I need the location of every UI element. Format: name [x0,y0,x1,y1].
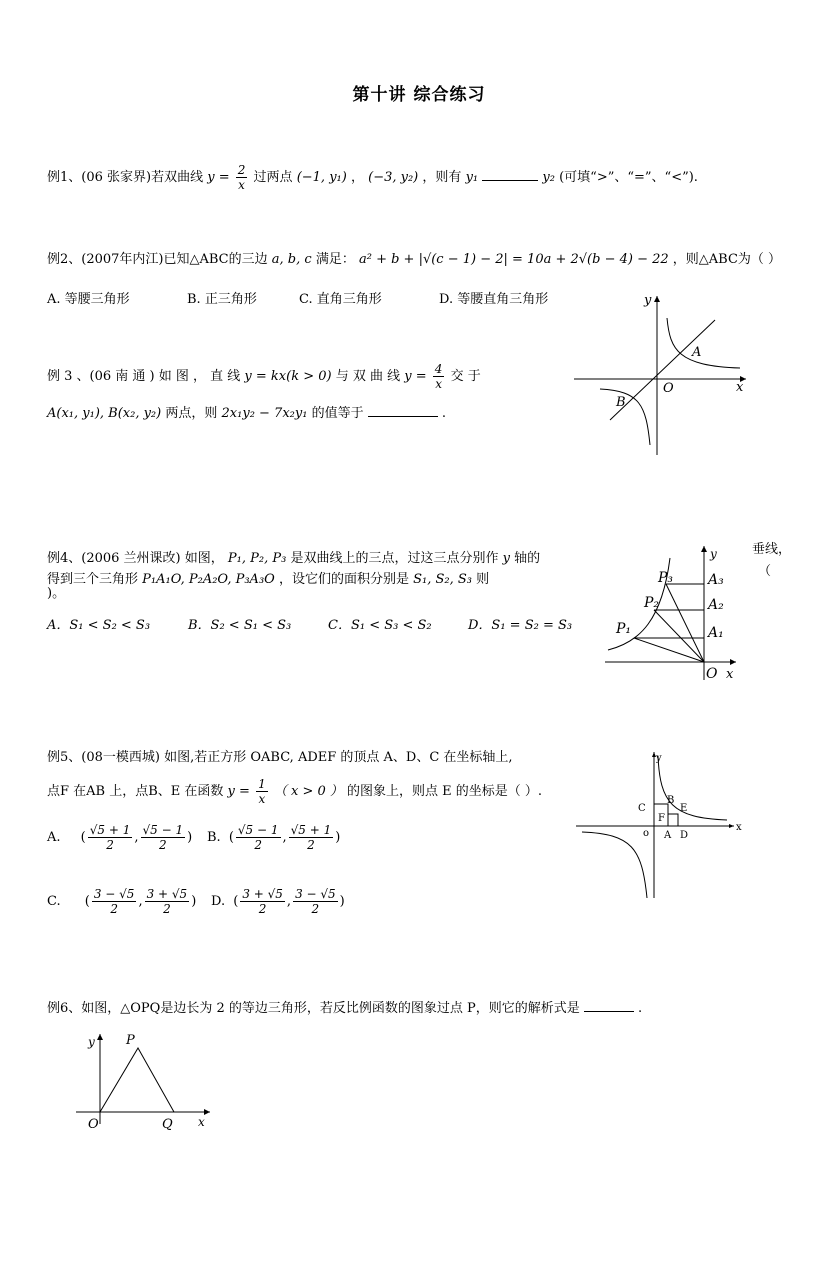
ex5-opt-a-frac1 [88,823,133,852]
ex4-option-d[interactable]: D．S₁ = S₂ = S₃ [468,618,573,633]
ex5-opt-c-label: C. [47,894,61,909]
ex3-line-eq: y = kx(k > 0) [244,369,332,384]
ex3-y-arrow [654,296,660,302]
ex5-opt-d-close: ) [339,894,345,909]
ex5-frac-den: x [258,792,266,806]
ex3-period: . [441,406,447,421]
ex1-comma: ， [350,170,364,185]
ex4-line1c: 轴的 [514,551,541,566]
ex3-label-b: B [616,395,626,410]
ex5-line1: 例5、(08一模西城) 如图,若正方形 OABC, ADEF 的顶点 A、D、C 在坐标轴上, [47,750,513,765]
ex4-option-c[interactable]: C．S₁ < S₃ < S₂ [328,618,432,633]
ex5-label-e: E [680,803,688,814]
ex5-opt-c-close: ) [191,894,197,909]
ex4-line2c: 则 [476,572,490,587]
ex5-label-o: o [643,828,650,839]
example-4-line1 [47,550,540,568]
ex1-then: ，则有 [422,170,462,185]
ex5-opt-c-d2: 2 [163,902,171,916]
ex4-label-p2: P₂ [644,595,660,611]
ex3-suffix: 交 于 [450,369,481,384]
ex5-option-a[interactable]: A. ( $\frac{√5 + 1}{2}$ , $\frac{√5 - 1}{2}$ ) [47,823,193,852]
ex3-line2-end: 的值等于 [311,406,364,421]
ex5-x-arrow [729,824,734,828]
ex5-label-c: C [638,803,646,814]
ex2-cond-label: 满足： [315,252,355,267]
ex3-expr: 2x₁y₂ − 7x₂y₁ [221,406,308,421]
ex5-opt-d-d1: 2 [258,902,267,916]
ex4-line1b: 是双曲线上的三点，过这三点分别作 [290,551,499,566]
ex6-label-p: P [126,1033,135,1048]
ex4-label-a2: A₂ [708,597,724,613]
ex5-opt-a-n2: √5 − 1 [142,823,184,837]
ex5-curve-q3 [582,832,647,898]
ex4-x-arrow [730,659,736,665]
ex2-suffix: ，则△ABC为（ ） [672,252,782,267]
ex4-areas: S₁, S₂, S₃ [413,572,472,587]
ex4-label-a3: A₃ [708,572,724,588]
ex4-option-b[interactable]: B．S₂ < S₁ < S₃ [188,618,292,633]
ex5-opt-d-frac2 [293,887,338,916]
ex5-option-b[interactable]: B. ( $\frac{√5 - 1}{2}$ , $\frac{√5 + 1}{2}$ ) [207,823,341,852]
ex4-label-y: y [710,547,717,561]
ex6-label-x: x [198,1115,205,1129]
ex3-answer-blank[interactable] [368,404,438,417]
ex5-label-a: A [664,830,672,841]
ex5-opt-a-label: A. [47,830,61,845]
ex5-opt-d-label: D. [211,894,226,909]
ex3-fraction [433,362,445,391]
ex5-opt-c-frac2 [145,887,190,916]
ex4-label-o: O [706,666,718,682]
ex3-points: A(x₁, y₁), B(x₂, y₂) [47,406,162,421]
ex6-label-q: Q [162,1117,173,1132]
ex1-point2: (−3, y₂) [368,170,419,185]
ex4-figure [600,540,745,685]
ex3-figure [570,290,750,460]
ex5-figure [572,748,748,906]
ex2-option-b[interactable]: B. 正三角形 [187,292,257,307]
ex4-label-a1: A₁ [708,625,724,641]
ex1-suffix: (可填“>”、“=”、“<”). [559,170,698,185]
ex3-frac-den: x [435,377,442,391]
example-3-line1 [47,362,481,391]
ex1-formula-lhs: y = [207,170,230,185]
ex3-line [610,320,715,420]
ex2-option-d[interactable]: D. 等腰直角三角形 [439,292,549,307]
ex1-frac-den: x [238,178,245,192]
ex4-label-x: x [726,667,734,682]
ex6-period: . [638,1001,643,1016]
ex5-cond: （ x > 0 ） [273,784,343,799]
ex3-curve-lhs: y = [404,369,427,384]
ex5-square-adef [668,814,678,826]
ex6-figure [70,1026,220,1136]
ex2-vars: a, b, c [271,252,312,267]
ex5-opt-a-close: ) [187,830,193,845]
example-2 [47,251,781,269]
ex5-label-d: D [680,830,689,841]
ex5-opt-a-d2: 2 [158,838,167,852]
ex4-segment-p2o [654,610,704,662]
ex3-prefix: 例 3 、(06 南 通 ) 如 图 ， 直 线 [47,369,241,384]
example-6 [47,999,642,1018]
page-title: 第十讲 综合练习 [352,85,486,105]
ex6-label-o: O [88,1117,99,1132]
ex6-x-arrow [204,1109,210,1115]
ex3-frac-num: 4 [434,362,443,376]
ex4-line2: 得到三个三角形 [47,572,139,587]
ex5-opt-b-label: B. [207,830,221,845]
ex5-opt-d-d2: 2 [311,902,320,916]
ex3-curve-q1 [667,318,740,368]
ex2-option-a[interactable]: A. 等腰三角形 [47,292,130,307]
ex4-points: P₁, P₂, P₃ [227,551,287,566]
example-3-line2 [47,404,446,423]
ex4-segment-p1o [634,638,704,662]
ex3-label-y: y [644,293,652,308]
ex4-segment-p3o [666,584,704,662]
ex5-opt-a-frac2 [141,823,186,852]
example-1 [47,163,698,192]
ex3-label-x: x [736,380,744,395]
ex5-label-x: x [736,822,742,833]
ex5-frac-num: 1 [258,777,266,791]
example-4-line2 [47,571,489,589]
ex2-option-c[interactable]: C. 直角三角形 [299,292,382,307]
ex3-label-a: A [692,345,702,360]
ex5-opt-b-d2: 2 [307,838,315,852]
ex5-label-b: B [667,795,675,806]
ex2-prefix: 例2、(2007年内江)已知△ABC的三边 [47,252,268,267]
ex4-line1: 例4、(2006 兰州课改) 如图， [47,551,224,566]
ex5-opt-b-frac2 [289,823,334,852]
ex1-fraction [236,163,248,192]
ex1-prefix: 例1、(06 张家界)若双曲线 [47,170,204,185]
ex1-answer-blank[interactable] [482,168,538,181]
ex1-y2: y₂ [542,170,555,185]
ex5-opt-c-n1: 3 − √5 [93,887,135,901]
ex5-option-d[interactable]: D. ( $\frac{3 + √5}{2}$ , $\frac{3 - √5}{2}$ ) [211,887,345,916]
ex5-label-f: F [658,813,665,824]
ex6-y-arrow [97,1034,103,1040]
ex5-opt-a-n1: √5 + 1 [89,823,131,837]
ex5-opt-b-d1: 2 [254,838,263,852]
ex5-opt-b-close: ) [335,830,341,845]
ex5-opt-d-n2: 3 − √5 [295,887,336,901]
ex5-opt-c-n2: 3 + √5 [146,887,188,901]
ex1-point1: (−1, y₁) [296,170,347,185]
ex4-option-a[interactable]: A．S₁ < S₂ < S₃ [47,618,151,633]
ex4-label-p1: P₁ [616,621,632,637]
ex6-label-y: y [88,1035,95,1049]
ex4-y-arrow [701,546,707,552]
ex5-func-lhs: y = [227,784,250,799]
ex2-equation: a² + b + |√(c − 1) − 2| = 10a + 2√(b − 4) − 22 [358,252,669,267]
ex5-opt-c-d1: 2 [110,902,118,916]
ex5-opt-d-open: ( [233,894,239,909]
ex4-label-p3: P₃ [658,570,674,586]
ex6-text: 例6、如图，△OPQ是边长为 2 的等边三角形，若反比例函数的图象过点 P，则它的解析式是 [47,1001,580,1016]
ex4-line2b: ，设它们的面积分别是 [278,572,409,587]
ex4-side-text: 垂线， [752,542,792,557]
example-5-line2 [47,777,542,806]
ex5-opt-c-open: ( [84,894,90,909]
ex1-frac-num: 2 [237,163,246,177]
ex4-line3: )。 [47,586,66,601]
ex5-opt-c-frac1 [92,887,137,916]
ex5-opt-d-frac1 [240,887,285,916]
ex5-line2a: 点F 在AB 上，点B、E 在函数 [47,784,224,799]
ex3-line2-mid: 两点，则 [165,406,218,421]
ex3-label-o: O [663,381,674,396]
ex5-opt-a-d1: 2 [106,838,114,852]
ex4-side-paren: （ [758,564,772,579]
ex6-triangle-opq [100,1048,174,1112]
ex3-mid: 与 双 曲 线 [335,369,401,384]
ex5-opt-d-n1: 3 + √5 [242,887,283,901]
ex5-line2b: 的图象上，则点 E 的坐标是（ ）. [347,784,543,799]
ex5-option-c[interactable]: C. ( $\frac{3 - √5}{2}$ , $\frac{3 + √5}{2}$ ) [47,887,197,916]
ex5-fraction [256,777,268,806]
ex1-mid: 过两点 [253,170,293,185]
ex5-opt-b-n1: √5 − 1 [237,823,279,837]
ex5-opt-b-n2: √5 + 1 [290,823,332,837]
ex4-yaxis: y [502,551,510,566]
ex1-y1: y₁ [465,170,479,185]
ex5-opt-b-open: ( [228,830,234,845]
ex5-opt-b-frac1 [236,823,281,852]
ex6-answer-blank[interactable] [584,999,634,1012]
ex4-tris: P₁A₁O, P₂A₂O, P₃A₃O [142,572,275,587]
ex5-label-y: y [656,753,662,764]
ex5-opt-a-open: ( [80,830,86,845]
